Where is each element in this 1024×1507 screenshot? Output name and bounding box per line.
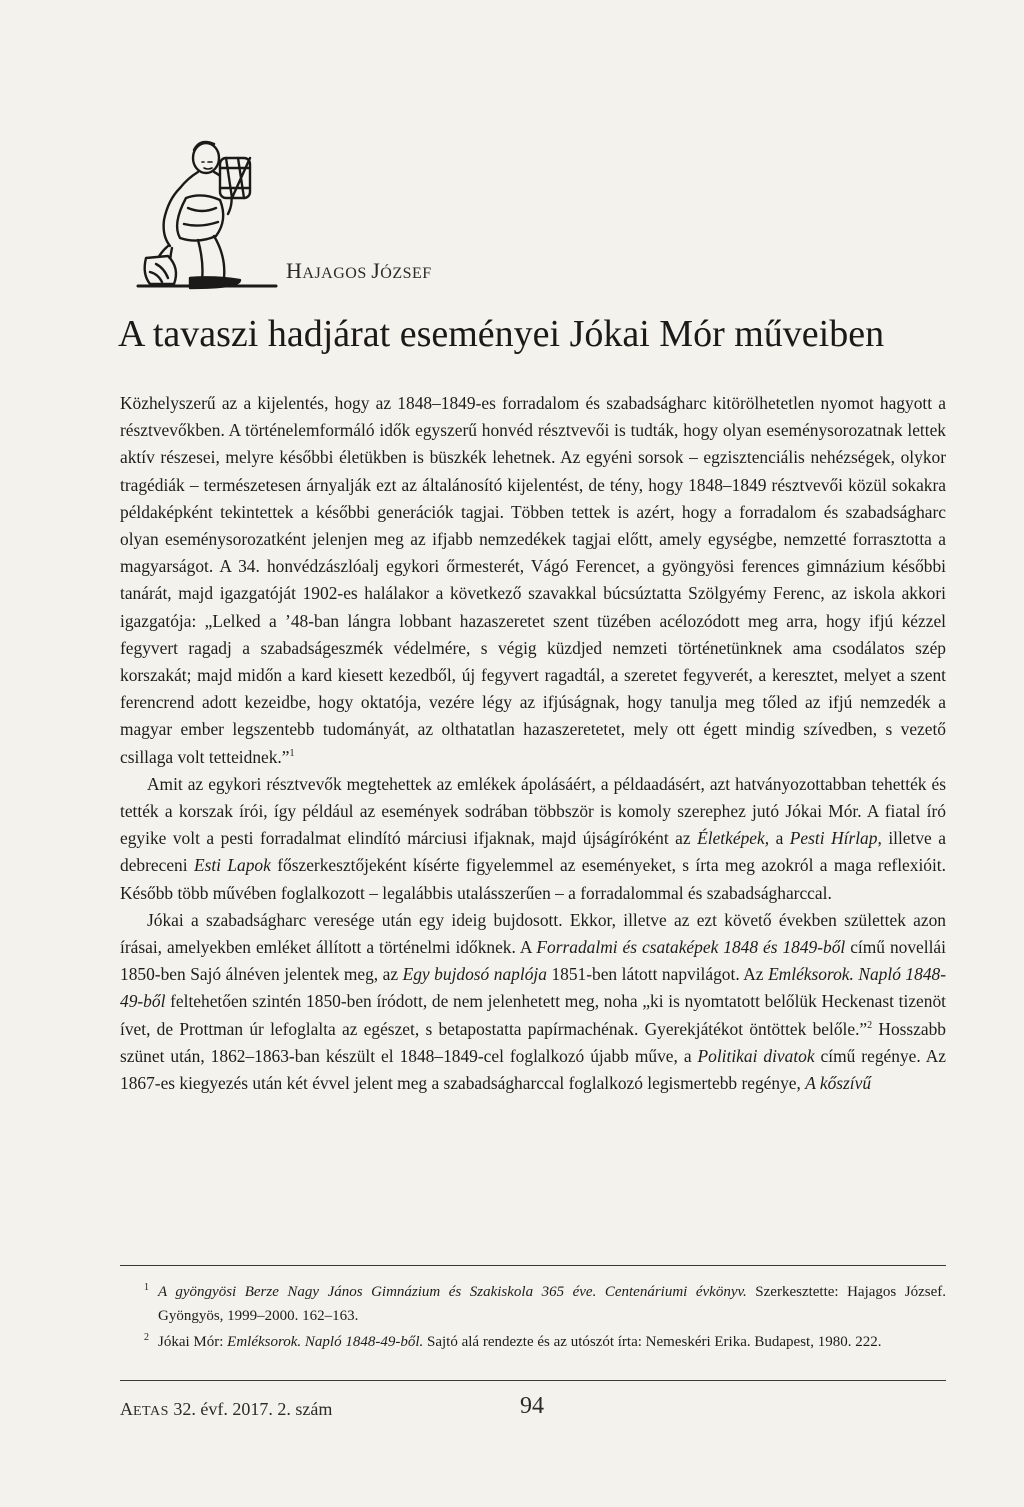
page-number: 94 bbox=[520, 1393, 544, 1419]
paragraph-3: Jókai a szabadságharc veresége után egy ideig bujdosott. Ekkor, illetve az ezt követő években születtek azon írásai, amelyekben emléket állított a történelmi időknek. A Forradalmi és csataképek 1848 és 1849-ből című novellái 1850-ben Sajó álnéven jelentek meg, az Egy bujdosó naplója 1851-ben látott napvilágot. Az Emléksorok. Napló 1848-49-ből feltehetően szintén 1850-ben íródott, de nem jelenhetett meg, noha „ki is nyomtatott belőlük Heckenast tizenöt ívet, de Prottman úr lefoglalta az egészet, s betapostatta papírmachénak. Gyerekjátékot öntöttek belőle.”$^2$ Hosszabb szünet után, 1862–1863-ban készült el 1848–1849-cel foglalkozó újabb műve, a Politikai divatok című regénye. Az 1867-es kiegyezés után két évvel jelent meg a szabadságharccal foglalkozó legismertebb regénye, A kőszívű bbox=[120, 909, 947, 1094]
journal-issue: AETAS 32. évf. 2017. 2. szám bbox=[120, 1399, 333, 1419]
soldier-drummer-logo bbox=[128, 128, 278, 296]
article-body bbox=[120, 390, 946, 1097]
author-name: HAJAGOS JÓZSEF bbox=[286, 258, 432, 283]
footnotes bbox=[120, 1280, 946, 1356]
paragraph-2: Amit az egykori résztvevők megtehettek az emlékek ápolásáért, a példaadásért, azt hatványozottabban tehették és tették a korszak írói, így például az események sodrában többször is komoly szerephez jutó Jókai Mór. A fiatal író egyike volt a pesti forradalmat elindító márciusi ifjaknak, majd újságíróként az Életképek, a Pesti Hírlap, illetve a debreceni Esti Lapok főszerkesztőjeként kísérte figyelemmel az eseményeket, s írta meg azokról a maga reflexióit. Később több művében foglalkozott – legalábbis utalásszerűen – a forradalommal és szabadságharccal. bbox=[120, 773, 946, 903]
footnote-2: 2 Jókai Mór: Emléksorok. Napló 1848-49-ből. Sajtó alá rendezte és az utószót írta: Nemeskéri Erika. Budapest, 1980. 222. bbox=[144, 1332, 882, 1350]
article-title: A tavaszi hadjárat eseményei Jókai Mór műveiben bbox=[118, 313, 885, 355]
paragraph-1: Közhelyszerű az a kijelentés, hogy az 1848–1849-es forradalom és szabadságharc kitörölhetetlen nyomot hagyott a résztvevőkben. A történelemformáló idők egyszerű honvéd résztvevői is tudták, hogy olyan eseménysorozatnak lettek aktív részesei, melyre későbbi életükben is büszkék lehetnek. Az egyéni sorsok – egzisztenciális nehézségek, olykor tragédiák – természetesen árnyalják ezt az általánosító kijelentést, de tény, hogy 1848–1849 résztvevői közül sokakra példaképként tekintettek a későbbi generációk tagjai. Többen tettek is azért, hogy a forradalom és szabadságharc olyan eseménysorozatként jelenjen meg az ifjabb nemzedékek tagjai előtt, amely egységbe, nemzetté forrasztotta a magyarságot. A 34. honvédzászlóalj egykori őrmesterét, Vágó Ferencet, a gyöngyösi ferences gimnázium későbbi tanárát, majd igazgatóját 1902-es halálakor a következő szavakkal búcsúztatta Szölgyémy Ferenc, az iskola akkori igazgatója: „Lelked a ’48-ban lángra lobbant hazaszeretet szent tüzében acélozódott meg arra, hogy ifjú kézzel fegyvert ragadj a szabadságeszmék védelmére, s végig küzdjed nemzeti történetünknek ama csodálatos szép korszakát; majd midőn a kard kiesett kezedből, új fegyvert ragadtál, a szeretet fegyverét, a keresztet, melyet a szent ferencrend adott kezeidbe, hogy oktatója, vezére légy az ifjúságnak, hogy tanulja meg tőled az ifjú nemzedék a magyar ember legszentebb tudományát, az olthatatlan hazaszeretetet, mely ott égett mindig szívedben, s vezető csillaga volt tetteidnek.”$^1$ bbox=[120, 393, 946, 767]
footnote-1: 1 A gyöngyösi Berze Nagy János Gimnázium és Szakiskola 365 éve. Centenáriumi évkönyv. Szerkesztette: Hajagos József. Gyöngyös, 1999–2000. 162–163. bbox=[144, 1282, 946, 1324]
footnote-divider bbox=[120, 1265, 946, 1266]
footnote-ref-1: 1 bbox=[289, 747, 295, 759]
footnote-ref-2: 2 bbox=[867, 1019, 873, 1031]
footer-divider bbox=[120, 1380, 946, 1381]
